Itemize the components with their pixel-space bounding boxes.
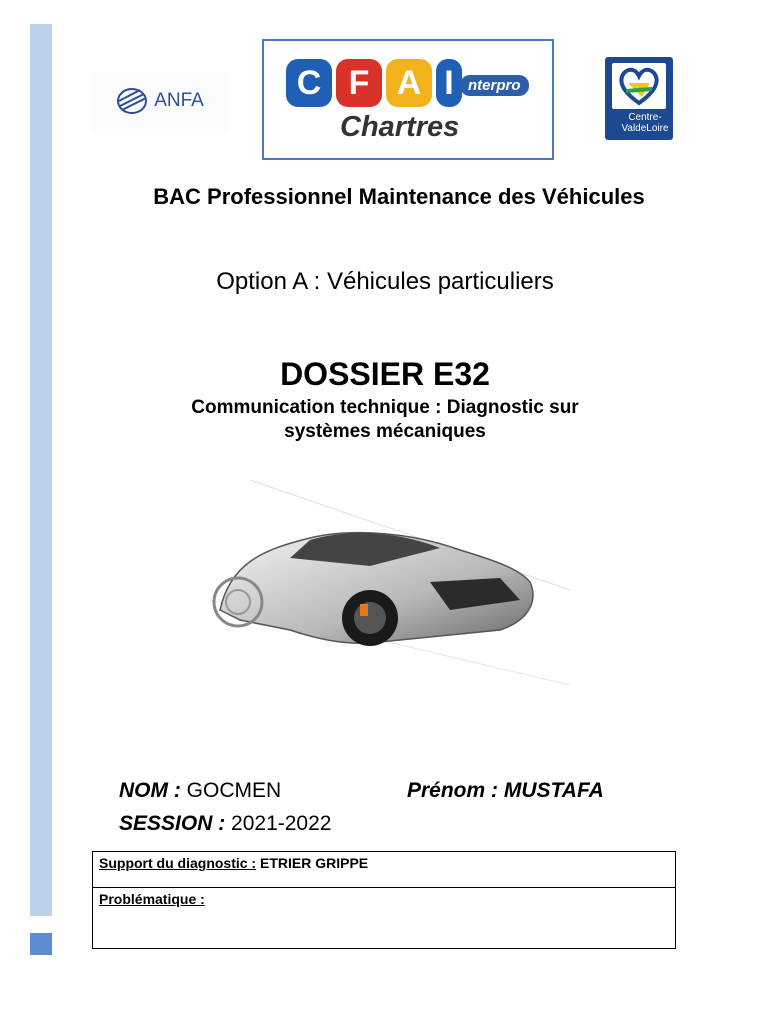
anfa-globe-icon (116, 86, 150, 116)
region-centre-val-de-loire-logo (605, 57, 673, 140)
sports-car-illustration (200, 470, 580, 690)
nom-value: GOCMEN (186, 779, 282, 802)
support-value: ETRIER GRIPPE (260, 855, 369, 871)
support-label: Support du diagnostic : (99, 855, 257, 871)
dossier-subtitle (120, 396, 650, 444)
session-label: SESSION : (119, 812, 226, 835)
cfai-letter-a: A (386, 59, 432, 107)
problematique-row (93, 888, 675, 910)
nom-line (119, 779, 281, 803)
session-line (119, 812, 331, 836)
cfai-letter-f: F (336, 59, 382, 107)
cfai-city: Chartres (340, 111, 460, 143)
dossier-subtitle-line1: Communication technique : Diagnostic sur (191, 397, 579, 418)
region-heart-icon (612, 63, 666, 109)
cfai-letter-c: C (286, 59, 332, 107)
dossier-subtitle-line2: systèmes mécaniques (284, 421, 486, 442)
anfa-logo (92, 72, 228, 130)
cfai-letter-i: I (436, 59, 462, 107)
diagnostic-table (92, 851, 676, 949)
dossier-title: DOSSIER E32 (280, 356, 490, 392)
region-logo-text: Centre- ValdeLoire (621, 112, 669, 134)
side-accent-square (30, 933, 52, 955)
side-accent-bar (30, 24, 52, 916)
session-value: 2021-2022 (231, 812, 332, 835)
cfai-logo (262, 39, 554, 160)
support-row (93, 852, 675, 888)
prenom-label: Prénom : MUSTAFA (407, 779, 604, 802)
program-title: BAC Professionnel Maintenance des Véhicules (153, 184, 645, 209)
nom-label: NOM : (119, 779, 181, 802)
cfai-interpro-badge: nterpro (460, 75, 529, 96)
option-title: Option A : Véhicules particuliers (216, 268, 554, 295)
problematique-label: Problématique : (99, 891, 205, 907)
anfa-logo-text: ANFA (154, 90, 204, 111)
